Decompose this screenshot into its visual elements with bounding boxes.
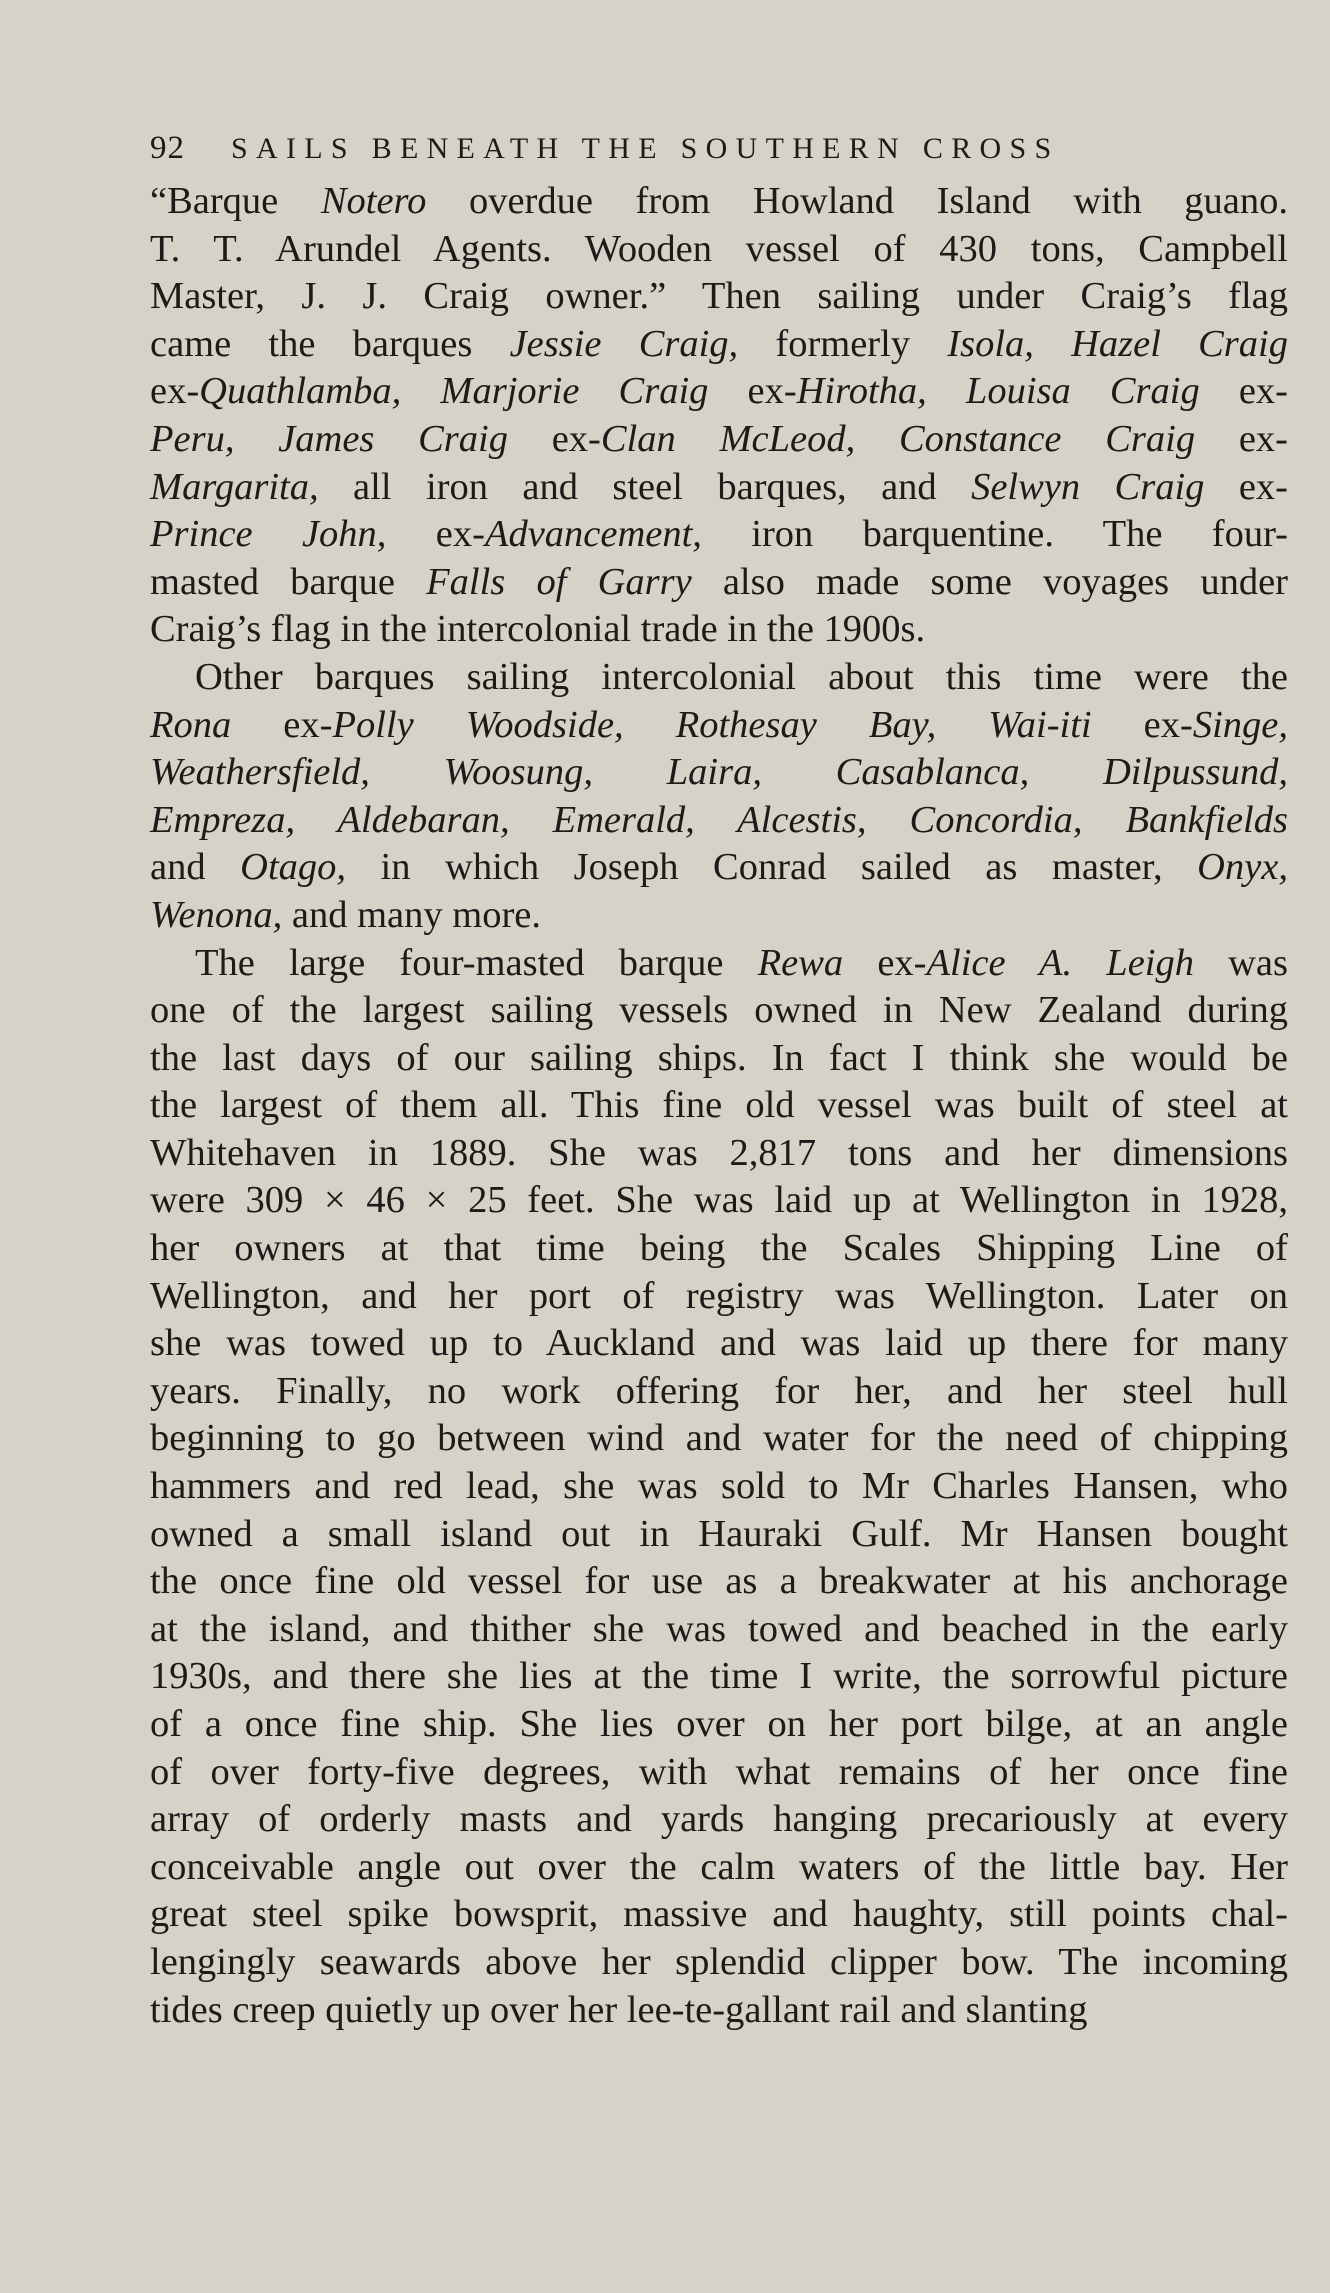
- text-line: The large four-masted barque Rewa ex-Alice A. Leigh was: [195, 941, 1288, 984]
- text-line: of over forty-five degrees, with what remains of her once fine: [150, 1750, 1288, 1793]
- text-line: her owners at that time being the Scales Shipping Line of: [150, 1227, 1288, 1270]
- text-line: conceivable angle out over the calm waters of the little bay. Her: [150, 1845, 1288, 1888]
- running-head: [150, 120, 1288, 176]
- text-line: the largest of them all. This fine old vessel was built of steel at: [150, 1084, 1288, 1127]
- text-line: Other barques sailing intercolonial about this time were the: [195, 655, 1288, 698]
- text-line: “Barque Notero overdue from Howland Island with guano.: [150, 180, 1289, 222]
- text-line: beginning to go between wind and water for the need of chipping: [150, 1417, 1288, 1460]
- text-line: tides creep quietly up over her lee-te-gallant rail and slanting: [150, 1988, 1088, 2031]
- book-title: SAILS BENEATH THE SOUTHERN CROSS: [231, 132, 1060, 165]
- text-line: Whitehaven in 1889. She was 2,817 tons and her dimensions: [150, 1131, 1288, 1174]
- text-line: the once fine old vessel for use as a breakwater at his anchorage: [150, 1560, 1288, 1603]
- text-line: Master, J. J. Craig owner.” Then sailing under Craig’s flag: [150, 275, 1288, 318]
- text-line: lengingly seawards above her splendid clipper bow. The incoming: [150, 1940, 1288, 1983]
- text-line: Rona ex-Polly Woodside, Rothesay Bay, Wai-iti ex-Singe,: [150, 703, 1288, 746]
- text-line: ex-Quathlamba, Marjorie Craig ex-Hirotha, Louisa Craig ex-: [150, 370, 1288, 413]
- body-text: [150, 178, 1288, 2034]
- text-line: masted barque Falls of Garry also made some voyages under: [150, 560, 1288, 603]
- text-line: Wenona, and many more.: [150, 893, 541, 936]
- text-line: 1930s, and there she lies at the time I write, the sorrowful picture: [150, 1655, 1288, 1698]
- text-line: T. T. Arundel Agents. Wooden vessel of 430 tons, Campbell: [150, 227, 1288, 270]
- text-line: Peru, James Craig ex-Clan McLeod, Constance Craig ex-: [150, 417, 1288, 460]
- text-line: great steel spike bowsprit, massive and haughty, still points chal-: [150, 1893, 1288, 1936]
- text-line: of a once fine ship. She lies over on her port bilge, at an angle: [150, 1703, 1288, 1745]
- text-line: came the barques Jessie Craig, formerly Isola, Hazel Craig: [150, 322, 1288, 365]
- text-line: Prince John, ex-Advancement, iron barquentine. The four-: [150, 513, 1288, 556]
- paragraph-3: [150, 940, 1288, 2035]
- text-line: the last days of our sailing ships. In fact I think she would be: [150, 1036, 1288, 1079]
- text-line: Craig’s flag in the intercolonial trade in the 1900s.: [150, 608, 926, 651]
- text-line: were 309 × 46 × 25 feet. She was laid up at Wellington in 1928,: [150, 1179, 1288, 1222]
- text-line: Empreza, Aldebaran, Emerald, Alcestis, Concordia, Bankfields: [150, 798, 1288, 841]
- text-line: and Otago, in which Joseph Conrad sailed as master, Onyx,: [150, 846, 1288, 889]
- text-line: array of orderly masts and yards hanging precariously at every: [150, 1798, 1288, 1841]
- page-number: 92: [150, 130, 185, 166]
- paragraph-1: [150, 178, 1288, 654]
- book-page: [150, 120, 1288, 2034]
- text-line: years. Finally, no work offering for her, and her steel hull: [150, 1369, 1288, 1412]
- text-line: Margarita, all iron and steel barques, and Selwyn Craig ex-: [150, 465, 1288, 508]
- text-line: she was towed up to Auckland and was laid up there for many: [150, 1322, 1288, 1365]
- text-line: one of the largest sailing vessels owned in New Zealand during: [150, 989, 1288, 1032]
- text-line: at the island, and thither she was towed and beached in the early: [150, 1607, 1288, 1650]
- text-line: hammers and red lead, she was sold to Mr Charles Hansen, who: [150, 1465, 1288, 1508]
- paragraph-2: [150, 654, 1288, 940]
- text-line: Wellington, and her port of registry was Wellington. Later on: [150, 1274, 1288, 1317]
- text-line: owned a small island out in Hauraki Gulf. Mr Hansen bought: [150, 1512, 1288, 1555]
- text-line: Weathersfield, Woosung, Laira, Casablanca, Dilpussund,: [150, 751, 1288, 794]
